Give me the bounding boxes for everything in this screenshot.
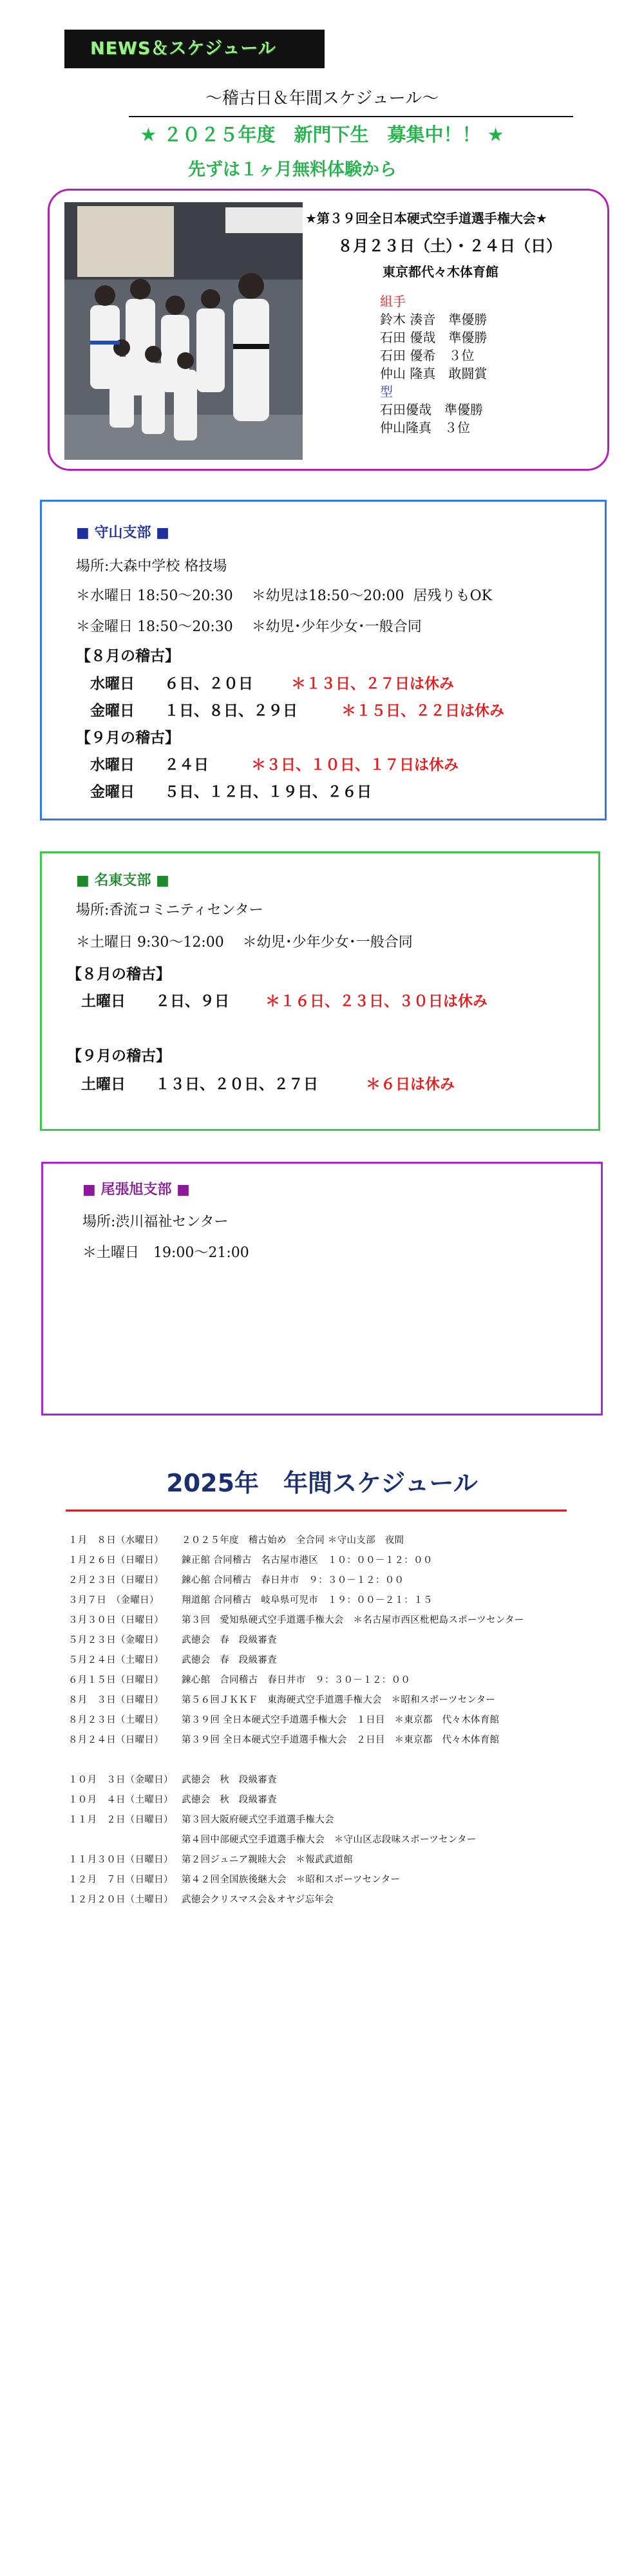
meito-branch-title: ■ 名東支部 ■: [76, 873, 169, 889]
schedule-event: 錬心館 合同稽古 春日井市 ９：３０－１２：００: [182, 1675, 411, 1685]
schedule-event: 武徳会クリスマス会＆オヤジ忘年会: [182, 1895, 334, 1905]
schedule-date: ５月２３日（金曜日）: [68, 1635, 164, 1645]
moriyama-venue: 場所:大森中学校 格技場: [76, 558, 227, 574]
schedule-row: [68, 1812, 334, 1826]
schedule-event: 第３９回 全日本硬式空手道選手権大会 １日目 ＊東京都 代々木体育館: [182, 1715, 500, 1725]
owari-asahi-sat-hours: ＊土曜日 19:00～21:00: [82, 1245, 249, 1261]
schedule-row: [68, 1593, 433, 1606]
owari-asahi-branch-box: [41, 1162, 603, 1416]
recruit-banner: ★ ２０２５年度 新門下生 募集中！！ ★: [140, 124, 504, 146]
schedule-event: ２０２５年度 稽古始め 全合同 ＊守山支部 夜間: [182, 1535, 404, 1546]
schedule-row: [68, 1573, 404, 1586]
schedule-date: １１月 ２日（日曜日）: [68, 1815, 173, 1825]
news-schedule-title: NEWS＆スケジュール: [64, 30, 325, 68]
owari-asahi-branch-title: ■ 尾張旭支部 ■: [82, 1182, 190, 1198]
schedule-event: 第５６回ＪＫＫＦ 東海硬式空手道選手権大会 ＊昭和スポーツセンター: [182, 1695, 496, 1705]
moriyama-aug-wed-off: ＊１３日、２７日は休み: [291, 676, 454, 692]
schedule-date: １月２６日（日曜日）: [68, 1555, 164, 1566]
meito-sep-sat: 土曜日 １３日、２０日、２７日: [81, 1076, 318, 1093]
schedule-event: 第３回 愛知県硬式空手道選手権大会 ＊名古屋市西区枇杷島スポーツセンター: [182, 1615, 524, 1625]
event-dates: ８月２３日（土）・２４日（日）: [337, 237, 562, 255]
kumite-result: 鈴木 湊音 準優勝: [380, 312, 488, 327]
schedule-date: １０月 ４日（土曜日）: [68, 1795, 173, 1805]
moriyama-wed-hours: ＊水曜日 18:50～20:30 ＊幼児は18:50～20:00 居残りもOK: [76, 588, 493, 604]
free-trial-text: 先ずは１ヶ月無料体験から: [188, 160, 397, 180]
schedule-event: 武徳会 秋 段級審査: [182, 1775, 277, 1785]
schedule-row: [68, 1772, 277, 1786]
schedule-event: 翔道館 合同稽古 岐阜県可児市 １９：００－２１：１５: [182, 1595, 433, 1605]
schedule-row: [68, 1533, 404, 1546]
kumite-result: 仲山 隆真 敢闘賞: [380, 366, 488, 381]
schedule-row: [68, 1792, 277, 1806]
schedule-row: [68, 1692, 495, 1706]
schedule-row: [68, 1633, 277, 1646]
schedule-row: [68, 1653, 277, 1666]
moriyama-sep-heading: 【９月の稽古】: [76, 730, 180, 746]
schedule-row: [68, 1732, 499, 1746]
moriyama-fri-hours: ＊金曜日 18:50～20:30 ＊幼児･少年少女･一般合同: [76, 619, 422, 635]
schedule-event: 武徳会 秋 段級審査: [182, 1795, 277, 1805]
schedule-date: １２月 ７日（日曜日）: [68, 1875, 173, 1885]
schedule-date: １１月３０日（日曜日）: [68, 1855, 173, 1865]
schedule-event: 武徳会 春 段級審査: [182, 1635, 277, 1645]
meito-sat-hours: ＊土曜日 9:30～12:00 ＊幼児･少年少女･一般合同: [76, 934, 413, 951]
team-photo-illustration: [64, 202, 303, 460]
moriyama-aug-fri: 金曜日 １日、８日、２９日: [90, 703, 298, 719]
schedule-row: [68, 1712, 499, 1726]
schedule-date: ３月７日 （金曜日）: [68, 1595, 159, 1605]
moriyama-sep-wed: 水曜日 ２４日: [90, 757, 209, 773]
schedule-divider: [66, 1510, 567, 1511]
schedule-event: 武徳会 春 段級審査: [182, 1655, 277, 1665]
team-photo: [64, 202, 303, 460]
schedule-date: １月 ８日（水曜日）: [68, 1535, 164, 1546]
schedule-event: 第２回ジュニア親睦大会 ＊報武武道館: [182, 1855, 354, 1865]
schedule-date: １２月２０日（土曜日）: [68, 1895, 173, 1905]
schedule-date: ５月２４日（土曜日）: [68, 1655, 164, 1665]
schedule-date: ８月 ３日（日曜日）: [68, 1695, 164, 1705]
meito-sep-sat-off: ＊６日は休み: [366, 1076, 455, 1093]
schedule-row: [68, 1872, 400, 1886]
schedule-event: 第３回大阪府硬式空手道選手権大会: [182, 1815, 334, 1825]
schedule-date: ８月２３日（土曜日）: [68, 1715, 164, 1725]
moriyama-aug-heading: 【８月の稽古】: [76, 648, 180, 665]
meito-aug-sat: 土曜日 ２日、９日: [81, 993, 229, 1010]
schedule-date: ８月２４日（日曜日）: [68, 1735, 164, 1745]
subtitle-divider: [129, 116, 573, 117]
kumite-label: 組手: [380, 294, 406, 309]
schedule-row: [68, 1852, 353, 1866]
schedule-date: ３月３０日（日曜日）: [68, 1615, 164, 1625]
schedule-row: [68, 1832, 477, 1846]
meito-venue: 場所:香流コミニティセンター: [76, 902, 263, 918]
schedule-row: [68, 1553, 433, 1566]
meito-sep-heading: 【９月の稽古】: [67, 1048, 171, 1065]
schedule-row: [68, 1892, 334, 1906]
schedule-row: [68, 1613, 524, 1626]
schedule-event: 錬正館 合同稽古 名古屋市港区 １０：００－１２：００: [182, 1555, 433, 1566]
meito-aug-sat-off: ＊１６日、２３日、３０日は休み: [265, 993, 488, 1010]
kumite-result: 石田 優希 ３位: [380, 348, 475, 363]
page-subtitle: ～稽古日＆年間スケジュール～: [205, 89, 439, 108]
kata-label: 型: [380, 384, 393, 399]
moriyama-branch-title: ■ 守山支部 ■: [76, 525, 169, 541]
schedule-date: ６月１５日（日曜日）: [68, 1675, 164, 1685]
schedule-event: 錬心館 合同稽古 春日井市 ９：３０－１２：００: [182, 1575, 404, 1586]
kata-result: 石田優哉 準優勝: [380, 402, 483, 417]
schedule-event: 第３９回 全日本硬式空手道選手権大会 ２日目 ＊東京都 代々木体育館: [182, 1735, 500, 1745]
moriyama-sep-wed-off: ＊３日、１０日、１７日は休み: [251, 757, 459, 773]
schedule-event: 第４２回全国族後継大会 ＊昭和スポーツセンター: [182, 1875, 401, 1885]
meito-aug-heading: 【８月の稽古】: [67, 966, 171, 983]
owari-asahi-venue: 場所:渋川福祉センター: [82, 1214, 229, 1230]
event-title: ★第３９回全日本硬式空手道選手権大会★: [305, 211, 547, 226]
moriyama-aug-fri-off: ＊１５日、２２日は休み: [341, 703, 504, 719]
schedule-event: 第４回中部硬式空手道選手権大会 ＊守山区志段味スポーツセンター: [182, 1835, 477, 1845]
annual-schedule-title: 2025年 年間スケジュール: [166, 1469, 478, 1497]
event-venue: 東京都代々木体育館: [383, 264, 498, 279]
schedule-date: ２月２３日（日曜日）: [68, 1575, 164, 1586]
event-results: [380, 292, 487, 437]
kumite-result: 石田 優哉 準優勝: [380, 330, 488, 345]
schedule-date: １０月 ３日（金曜日）: [68, 1775, 173, 1785]
kata-result: 仲山隆真 ３位: [380, 420, 470, 435]
moriyama-aug-wed: 水曜日 ６日、２０日: [90, 676, 253, 692]
schedule-row: [68, 1672, 410, 1686]
moriyama-sep-fri: 金曜日 ５日、１２日、１９日、２６日: [90, 784, 372, 800]
